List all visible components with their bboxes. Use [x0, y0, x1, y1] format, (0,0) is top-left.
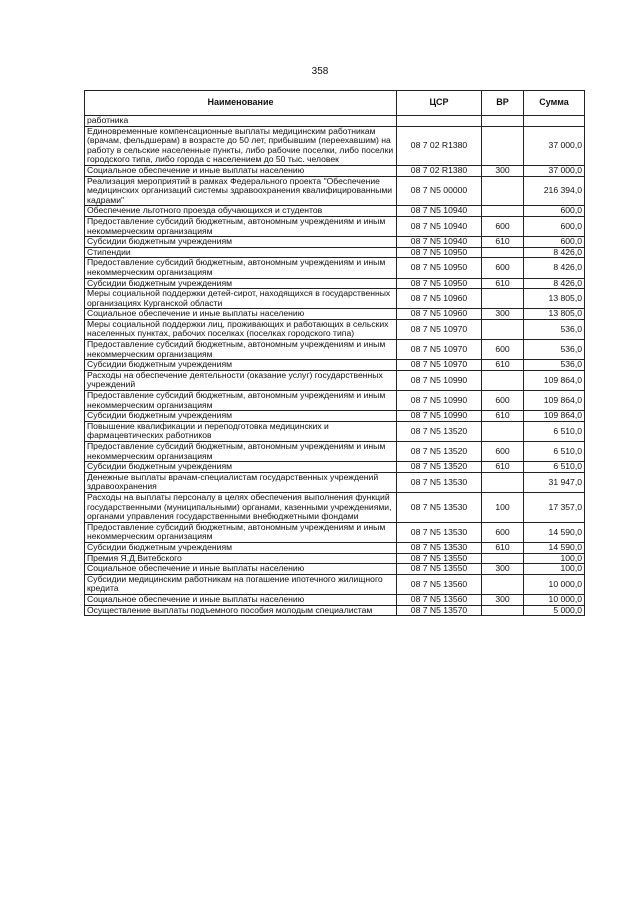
table-row: [85, 247, 585, 258]
table-row: [85, 258, 585, 278]
cell-csr: 08 7 N5 13530: [397, 472, 482, 492]
header-sum: Сумма: [524, 91, 585, 116]
cell-name: Премия Я.Д.Витебского: [85, 553, 397, 564]
cell-name: Стипендии: [85, 247, 397, 258]
cell-csr: 08 7 N5 13570: [397, 605, 482, 616]
cell-sum: 109 864,0: [524, 370, 585, 390]
header-csr: ЦСР: [397, 91, 482, 116]
cell-name: Реализация мероприятий в рамках Федерального проекта "Обеспечение медицинских организаций системы здравоохранения квалифицированными кадрами": [85, 176, 397, 206]
cell-vr: [482, 116, 524, 127]
cell-vr: [482, 472, 524, 492]
cell-vr: [482, 370, 524, 390]
cell-vr: 600: [482, 258, 524, 278]
cell-name: Расходы на обеспечение деятельности (оказание услуг) государственных учреждений: [85, 370, 397, 390]
table-row: [85, 309, 585, 320]
cell-vr: 610: [482, 237, 524, 248]
cell-name: Социальное обеспечение и иные выплаты населению: [85, 165, 397, 176]
table-row: [85, 462, 585, 473]
cell-vr: 600: [482, 340, 524, 360]
table-row: [85, 472, 585, 492]
cell-csr: 08 7 N5 13520: [397, 421, 482, 441]
table-row: [85, 522, 585, 542]
cell-name: работника: [85, 116, 397, 127]
cell-csr: 08 7 N5 10950: [397, 247, 482, 258]
cell-csr: [397, 116, 482, 127]
cell-vr: 600: [482, 216, 524, 236]
cell-csr: 08 7 N5 10940: [397, 237, 482, 248]
page-number: 358: [311, 66, 329, 77]
cell-name: Субсидии бюджетным учреждениям: [85, 542, 397, 553]
cell-csr: 08 7 02 R1380: [397, 126, 482, 165]
cell-csr: 08 7 N5 00000: [397, 176, 482, 206]
cell-sum: 14 590,0: [524, 522, 585, 542]
cell-sum: 600,0: [524, 216, 585, 236]
cell-vr: [482, 553, 524, 564]
cell-csr: 08 7 N5 10960: [397, 289, 482, 309]
cell-sum: 600,0: [524, 237, 585, 248]
table-row: [85, 605, 585, 616]
cell-vr: [482, 289, 524, 309]
table-row: [85, 237, 585, 248]
table-row: [85, 360, 585, 371]
cell-name: Меры социальной поддержки детей-сирот, находящихся в государственных организациях Курганской области: [85, 289, 397, 309]
cell-sum: 17 357,0: [524, 492, 585, 522]
cell-vr: [482, 574, 524, 594]
cell-csr: 08 7 02 R1380: [397, 165, 482, 176]
table-row: [85, 411, 585, 422]
cell-sum: 10 000,0: [524, 594, 585, 605]
cell-sum: 13 805,0: [524, 309, 585, 320]
table-row: [85, 574, 585, 594]
table-row: [85, 492, 585, 522]
cell-name: Предоставление субсидий бюджетным, автономным учреждениям и иным некоммерческим организациям: [85, 216, 397, 236]
table-row: [85, 421, 585, 441]
cell-vr: 300: [482, 564, 524, 575]
cell-name: Меры социальной поддержки лиц, проживающих и работающих в сельских населенных пунктах, рабочих поселках (поселках городского типа): [85, 319, 397, 339]
cell-sum: 109 864,0: [524, 391, 585, 411]
cell-name: Предоставление субсидий бюджетным, автономным учреждениям и иным некоммерческим организациям: [85, 522, 397, 542]
cell-csr: 08 7 N5 10940: [397, 206, 482, 217]
cell-sum: 216 394,0: [524, 176, 585, 206]
cell-vr: 300: [482, 594, 524, 605]
cell-name: Предоставление субсидий бюджетным, автономным учреждениям и иным некоммерческим организациям: [85, 340, 397, 360]
cell-sum: 14 590,0: [524, 542, 585, 553]
cell-name: Субсидии бюджетным учреждениям: [85, 411, 397, 422]
cell-sum: 100,0: [524, 553, 585, 564]
table-header-row: [85, 91, 585, 116]
cell-csr: 08 7 N5 13530: [397, 522, 482, 542]
cell-csr: 08 7 N5 10960: [397, 309, 482, 320]
table-row: [85, 126, 585, 165]
cell-name: Расходы на выплаты персоналу в целях обеспечения выполнения функций государственными (муниципальными) органами, казенными учреждениями, органами управления государственными внебюджетными фондами: [85, 492, 397, 522]
cell-vr: [482, 247, 524, 258]
cell-sum: 6 510,0: [524, 462, 585, 473]
cell-vr: [482, 126, 524, 165]
table-row: [85, 594, 585, 605]
table-row: [85, 564, 585, 575]
table-row: [85, 216, 585, 236]
cell-name: Субсидии бюджетным учреждениям: [85, 462, 397, 473]
table-row: [85, 553, 585, 564]
cell-sum: 37 000,0: [524, 165, 585, 176]
cell-csr: 08 7 N5 10970: [397, 340, 482, 360]
cell-sum: 100,0: [524, 564, 585, 575]
cell-sum: 536,0: [524, 319, 585, 339]
cell-csr: 08 7 N5 10990: [397, 411, 482, 422]
cell-sum: 13 805,0: [524, 289, 585, 309]
cell-csr: 08 7 N5 13550: [397, 564, 482, 575]
cell-csr: 08 7 N5 10970: [397, 360, 482, 371]
cell-name: Социальное обеспечение и иные выплаты населению: [85, 594, 397, 605]
cell-sum: 8 426,0: [524, 278, 585, 289]
cell-sum: 536,0: [524, 360, 585, 371]
cell-vr: 300: [482, 309, 524, 320]
cell-name: Единовременные компенсационные выплаты медицинским работникам (врачам, фельдшерам) в возрасте до 50 лет, прибывшим (переехавшим) на работу в сельские населенные пункты, либо рабочие поселки, либо поселки городского типа, либо города с населением до 50 тыс. человек: [85, 126, 397, 165]
cell-sum: 8 426,0: [524, 258, 585, 278]
cell-sum: 10 000,0: [524, 574, 585, 594]
cell-csr: 08 7 N5 10990: [397, 391, 482, 411]
header-vr: ВР: [482, 91, 524, 116]
table-row: [85, 542, 585, 553]
cell-name: Осуществление выплаты подъемного пособия молодым специалистам: [85, 605, 397, 616]
table-row: [85, 165, 585, 176]
cell-vr: [482, 319, 524, 339]
table-row: [85, 319, 585, 339]
cell-name: Субсидии бюджетным учреждениям: [85, 360, 397, 371]
table-row: [85, 176, 585, 206]
cell-sum: 8 426,0: [524, 247, 585, 258]
cell-vr: 610: [482, 411, 524, 422]
cell-name: Обеспечение льготного проезда обучающихся и студентов: [85, 206, 397, 217]
table-row: [85, 278, 585, 289]
cell-vr: [482, 421, 524, 441]
header-name: Наименование: [85, 91, 397, 116]
cell-vr: 610: [482, 360, 524, 371]
cell-vr: [482, 605, 524, 616]
cell-name: Повышение квалификации и переподготовка медицинских и фармацевтических работников: [85, 421, 397, 441]
cell-csr: 08 7 N5 13520: [397, 442, 482, 462]
cell-vr: [482, 206, 524, 217]
budget-table: [84, 90, 585, 616]
table-row: [85, 442, 585, 462]
cell-sum: 6 510,0: [524, 421, 585, 441]
cell-csr: 08 7 N5 13560: [397, 594, 482, 605]
cell-name: Социальное обеспечение и иные выплаты населению: [85, 309, 397, 320]
cell-name: Социальное обеспечение и иные выплаты населению: [85, 564, 397, 575]
cell-sum: 5 000,0: [524, 605, 585, 616]
table-row: [85, 116, 585, 127]
table-row: [85, 391, 585, 411]
cell-vr: 600: [482, 391, 524, 411]
table-row: [85, 340, 585, 360]
cell-vr: [482, 176, 524, 206]
cell-csr: 08 7 N5 10970: [397, 319, 482, 339]
cell-csr: 08 7 N5 13560: [397, 574, 482, 594]
cell-csr: 08 7 N5 10940: [397, 216, 482, 236]
cell-csr: 08 7 N5 13520: [397, 462, 482, 473]
cell-csr: 08 7 N5 13530: [397, 542, 482, 553]
cell-name: Субсидии бюджетным учреждениям: [85, 278, 397, 289]
cell-name: Предоставление субсидий бюджетным, автономным учреждениям и иным некоммерческим организациям: [85, 442, 397, 462]
cell-vr: 100: [482, 492, 524, 522]
cell-sum: 6 510,0: [524, 442, 585, 462]
cell-name: Денежные выплаты врачам-специалистам государственных учреждений здравоохранения: [85, 472, 397, 492]
table-row: [85, 370, 585, 390]
cell-vr: 300: [482, 165, 524, 176]
cell-csr: 08 7 N5 10950: [397, 258, 482, 278]
cell-sum: [524, 116, 585, 127]
cell-csr: 08 7 N5 10990: [397, 370, 482, 390]
cell-vr: 610: [482, 278, 524, 289]
cell-csr: 08 7 N5 13530: [397, 492, 482, 522]
cell-sum: 31 947,0: [524, 472, 585, 492]
cell-name: Субсидии медицинским работникам на погашение ипотечного жилищного кредита: [85, 574, 397, 594]
cell-vr: 600: [482, 442, 524, 462]
cell-vr: 610: [482, 462, 524, 473]
table-row: [85, 206, 585, 217]
cell-vr: 610: [482, 542, 524, 553]
cell-name: Субсидии бюджетным учреждениям: [85, 237, 397, 248]
cell-sum: 600,0: [524, 206, 585, 217]
cell-sum: 536,0: [524, 340, 585, 360]
cell-name: Предоставление субсидий бюджетным, автономным учреждениям и иным некоммерческим организациям: [85, 258, 397, 278]
cell-name: Предоставление субсидий бюджетным, автономным учреждениям и иным некоммерческим организациям: [85, 391, 397, 411]
table-row: [85, 289, 585, 309]
cell-vr: 600: [482, 522, 524, 542]
cell-sum: 37 000,0: [524, 126, 585, 165]
cell-csr: 08 7 N5 10950: [397, 278, 482, 289]
cell-csr: 08 7 N5 13550: [397, 553, 482, 564]
cell-sum: 109 864,0: [524, 411, 585, 422]
